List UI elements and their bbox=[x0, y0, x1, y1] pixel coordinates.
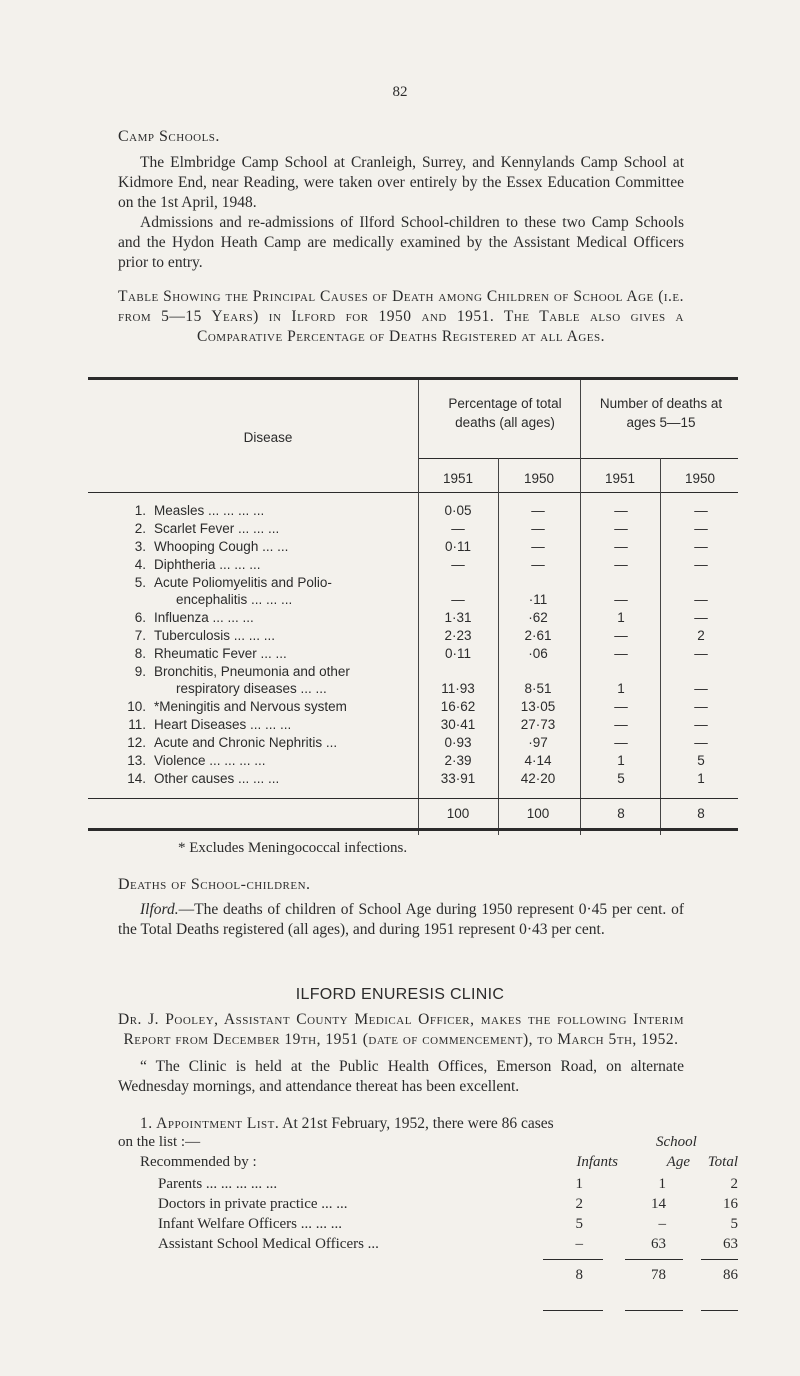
table-cell: — bbox=[694, 717, 708, 732]
table-cell: — bbox=[694, 521, 708, 536]
table-cell: — bbox=[451, 521, 465, 536]
total-pct-1950: 100 bbox=[526, 806, 550, 821]
table-totals-row bbox=[118, 806, 738, 824]
disease-label: respiratory diseases ... ... bbox=[176, 681, 327, 696]
table-cell: 1·31 bbox=[444, 610, 472, 625]
table-cell: — bbox=[694, 539, 708, 554]
appointment-total: 5 bbox=[730, 1216, 738, 1232]
table-cell: — bbox=[614, 521, 628, 536]
total-bottom-rule bbox=[701, 1310, 738, 1311]
camp-schools-heading: Camp Schools. bbox=[118, 128, 220, 145]
table-bottom-rule bbox=[88, 828, 738, 831]
camp-schools-paragraph-1: The Elmbridge Camp School at Cranleigh, Surrey, and Kennylands Camp School at Kidmore End, near Reading, were taken over entirely by the Essex Education Committee on the 1st April, 1948. bbox=[118, 154, 684, 211]
table-cell: — bbox=[694, 735, 708, 750]
table-cell: — bbox=[531, 557, 545, 572]
total-total: 86 bbox=[723, 1267, 738, 1283]
deaths-text: —The deaths of children of School Age during 1950 represent 0·45 per cent. of the Total Deaths registered (all ages), and during 1951 represent 0·43 per cent. bbox=[118, 901, 684, 938]
table-cell: — bbox=[694, 646, 708, 661]
table-row bbox=[118, 610, 738, 628]
table-cell: — bbox=[531, 539, 545, 554]
col-total: Total bbox=[707, 1154, 738, 1170]
year-pct-1950: 1950 bbox=[523, 471, 555, 486]
table-cell: 0·11 bbox=[444, 539, 472, 554]
row-number: 4. bbox=[134, 557, 146, 572]
table-row bbox=[118, 539, 738, 557]
appointment-infants: 2 bbox=[575, 1196, 583, 1212]
appointment-list-intro bbox=[118, 1114, 738, 1134]
total-num-1950: 8 bbox=[697, 806, 705, 821]
table-cell: — bbox=[614, 646, 628, 661]
col-infants: Infants bbox=[576, 1154, 618, 1170]
table-cell: — bbox=[614, 628, 628, 643]
table-title: Table Showing the Principal Causes of Death among Children of School Age (i.e. from 5—15 Years) in Ilford for 1950 and 1951. The Table also gives a Comparative Percentage of Deaths Registered at all Ages. bbox=[118, 288, 684, 345]
appointment-infants: 5 bbox=[575, 1216, 583, 1232]
table-cell: ·06 bbox=[528, 646, 548, 661]
col-age: Age bbox=[666, 1154, 690, 1170]
appointment-row-label: Doctors in private practice ... ... bbox=[158, 1196, 348, 1212]
table-cell: 5 bbox=[617, 771, 625, 786]
row-number: 8. bbox=[134, 646, 146, 661]
table-cell: — bbox=[614, 699, 628, 714]
table-cell: ·62 bbox=[528, 610, 548, 625]
age-total-rule bbox=[625, 1259, 683, 1260]
on-the-list: on the list :— bbox=[118, 1134, 201, 1150]
total-pct-1951: 100 bbox=[446, 806, 470, 821]
table-cell: — bbox=[531, 521, 545, 536]
table-cell: — bbox=[694, 610, 708, 625]
appointment-list-text: At 21st February, 1952, there were 86 cases bbox=[279, 1115, 554, 1132]
row-number: 3. bbox=[134, 539, 146, 554]
table-cell: 11·93 bbox=[441, 681, 475, 696]
table-row bbox=[118, 735, 738, 753]
disease-label: Other causes ... ... ... bbox=[154, 771, 280, 786]
table-cell: 1 bbox=[617, 753, 625, 768]
appointment-row-label: Infant Welfare Officers ... ... ... bbox=[158, 1216, 342, 1232]
disease-label: Whooping Cough ... ... bbox=[154, 539, 289, 554]
header-mid-rule bbox=[418, 458, 738, 459]
total-school-age: 78 bbox=[651, 1267, 666, 1283]
appointment-infants: 1 bbox=[575, 1176, 583, 1192]
row-number: 2. bbox=[134, 521, 146, 536]
totals-rule bbox=[88, 798, 738, 799]
table-cell: 2·23 bbox=[444, 628, 472, 643]
disease-label: Bronchitis, Pneumonia and other bbox=[154, 664, 350, 679]
year-num-1950: 1950 bbox=[684, 471, 716, 486]
deaths-heading: Deaths of School-children. bbox=[118, 876, 311, 893]
enuresis-clinic-title: ILFORD ENURESIS CLINIC bbox=[295, 986, 505, 1003]
total-infants: 8 bbox=[575, 1267, 583, 1283]
table-cell: — bbox=[614, 503, 628, 518]
table-cell: 2·61 bbox=[524, 628, 552, 643]
camp-schools-paragraph-2: Admissions and re-admissions of Ilford School-children to these two Camp Schools and the Hydon Heath Camp are medically examined by the Assistant Medical Officers prior to entry. bbox=[118, 214, 684, 271]
header-number-of-deaths: Number of deaths at ages 5—15 bbox=[599, 396, 723, 430]
disease-label: Acute Poliomyelitis and Polio- bbox=[154, 575, 332, 590]
table-cell: 4·14 bbox=[524, 753, 552, 768]
table-row bbox=[118, 681, 738, 699]
page-number: 82 bbox=[392, 84, 408, 100]
row-number: 10. bbox=[127, 699, 146, 714]
row-number: 13. bbox=[127, 753, 146, 768]
table-cell: 2·39 bbox=[444, 753, 472, 768]
disease-label: encephalitis ... ... ... bbox=[176, 592, 293, 607]
table-cell: — bbox=[531, 503, 545, 518]
infants-bottom-rule bbox=[543, 1310, 603, 1311]
table-cell: 33·91 bbox=[440, 771, 476, 786]
total-num-1951: 8 bbox=[617, 806, 625, 821]
total-total-rule bbox=[701, 1259, 738, 1260]
table-cell: — bbox=[614, 592, 628, 607]
table-cell: ·97 bbox=[528, 735, 548, 750]
row-number: 7. bbox=[134, 628, 146, 643]
table-cell: — bbox=[614, 539, 628, 554]
table-cell: 1 bbox=[697, 771, 705, 786]
table-row bbox=[118, 628, 738, 646]
table-cell: 0·05 bbox=[444, 503, 472, 518]
col-school: School bbox=[656, 1134, 697, 1150]
table-row bbox=[118, 575, 738, 593]
table-row bbox=[118, 753, 738, 771]
table-cell: 42·20 bbox=[520, 771, 556, 786]
disease-label: Violence ... ... ... ... bbox=[154, 753, 266, 768]
table-row bbox=[118, 592, 738, 610]
appointment-school-age: 63 bbox=[651, 1236, 666, 1252]
clinic-quote: “ The Clinic is held at the Public Health Offices, Emerson Road, on alternate Wednesday mornings, and attendance thereat has been excellent. bbox=[118, 1058, 684, 1095]
disease-label: Tuberculosis ... ... ... bbox=[154, 628, 276, 643]
table-cell: — bbox=[451, 557, 465, 572]
appointment-row-label: Parents ... ... ... ... ... bbox=[158, 1176, 278, 1192]
header-disease: Disease bbox=[243, 430, 293, 445]
table-cell: 13·05 bbox=[520, 699, 556, 714]
table-row bbox=[118, 646, 738, 664]
table-row bbox=[118, 699, 738, 717]
deaths-paragraph bbox=[118, 900, 684, 940]
interim-report-heading: Dr. J. Pooley, Assistant County Medical Officer, makes the following Interim Report from December 19th, 1951 (date of commencement), to March 5th, 1952. bbox=[118, 1011, 684, 1048]
appointment-row-label: Assistant School Medical Officers ... bbox=[158, 1236, 379, 1252]
appointment-school-age: 14 bbox=[651, 1196, 666, 1212]
table-cell: 0·11 bbox=[444, 646, 472, 661]
row-number: 1. bbox=[134, 503, 146, 518]
table-cell: ·11 bbox=[528, 592, 548, 607]
table-cell: 1 bbox=[617, 681, 625, 696]
disease-label: Acute and Chronic Nephritis ... bbox=[154, 735, 338, 750]
disease-label: Diphtheria ... ... ... bbox=[154, 557, 261, 572]
table-cell: — bbox=[694, 681, 708, 696]
header-bottom-rule bbox=[88, 492, 738, 493]
appointment-list-table bbox=[118, 1134, 738, 1334]
table-cell: — bbox=[614, 717, 628, 732]
table-row bbox=[118, 664, 738, 682]
row-number: 9. bbox=[134, 664, 146, 679]
row-number: 11. bbox=[128, 717, 146, 732]
disease-label: Rheumatic Fever ... ... bbox=[154, 646, 287, 661]
infants-total-rule bbox=[543, 1259, 603, 1260]
table-cell: — bbox=[614, 735, 628, 750]
table-cell: 30·41 bbox=[440, 717, 476, 732]
table-row bbox=[118, 503, 738, 521]
header-percentage: Percentage of total deaths (all ages) bbox=[448, 396, 562, 430]
year-pct-1951: 1951 bbox=[442, 471, 474, 486]
table-row bbox=[118, 521, 738, 539]
table-cell: 1 bbox=[617, 610, 625, 625]
table-cell: 16·62 bbox=[440, 699, 476, 714]
appointment-list-label: 1. Appointment List. bbox=[140, 1115, 280, 1132]
appointment-total: 16 bbox=[723, 1196, 738, 1212]
appointment-total: 63 bbox=[723, 1236, 738, 1252]
table-cell: — bbox=[614, 557, 628, 572]
row-number: 5. bbox=[134, 575, 146, 590]
table-cell: 2 bbox=[697, 628, 705, 643]
table-cell: 8·51 bbox=[524, 681, 552, 696]
table-cell: 5 bbox=[697, 753, 705, 768]
row-number: 6. bbox=[134, 610, 146, 625]
age-bottom-rule bbox=[625, 1310, 683, 1311]
disease-label: Measles ... ... ... ... bbox=[154, 503, 265, 518]
appointment-school-age: – bbox=[658, 1216, 666, 1232]
disease-label: *Meningitis and Nervous system bbox=[154, 699, 347, 714]
deaths-place: Ilford. bbox=[140, 901, 179, 918]
table-footnote: * Excludes Meningococcal infections. bbox=[178, 840, 408, 856]
table-cell: — bbox=[694, 557, 708, 572]
table-cell: — bbox=[694, 503, 708, 518]
disease-label: Influenza ... ... ... bbox=[154, 610, 254, 625]
table-row bbox=[118, 717, 738, 735]
recommended-by: Recommended by : bbox=[140, 1154, 257, 1170]
row-number: 14. bbox=[127, 771, 146, 786]
disease-label: Scarlet Fever ... ... ... bbox=[154, 521, 280, 536]
table-cell: — bbox=[694, 592, 708, 607]
disease-label: Heart Diseases ... ... ... bbox=[154, 717, 292, 732]
appointment-infants: – bbox=[575, 1236, 583, 1252]
table-cell: 0·93 bbox=[444, 735, 472, 750]
table-row bbox=[118, 557, 738, 575]
appointment-total: 2 bbox=[730, 1176, 738, 1192]
appointment-school-age: 1 bbox=[658, 1176, 666, 1192]
table-row bbox=[118, 771, 738, 789]
table-cell: — bbox=[694, 699, 708, 714]
row-number: 12. bbox=[127, 735, 146, 750]
table-cell: — bbox=[451, 592, 465, 607]
table-cell: 27·73 bbox=[520, 717, 556, 732]
table-top-rule bbox=[88, 377, 738, 380]
year-num-1951: 1951 bbox=[604, 471, 636, 486]
